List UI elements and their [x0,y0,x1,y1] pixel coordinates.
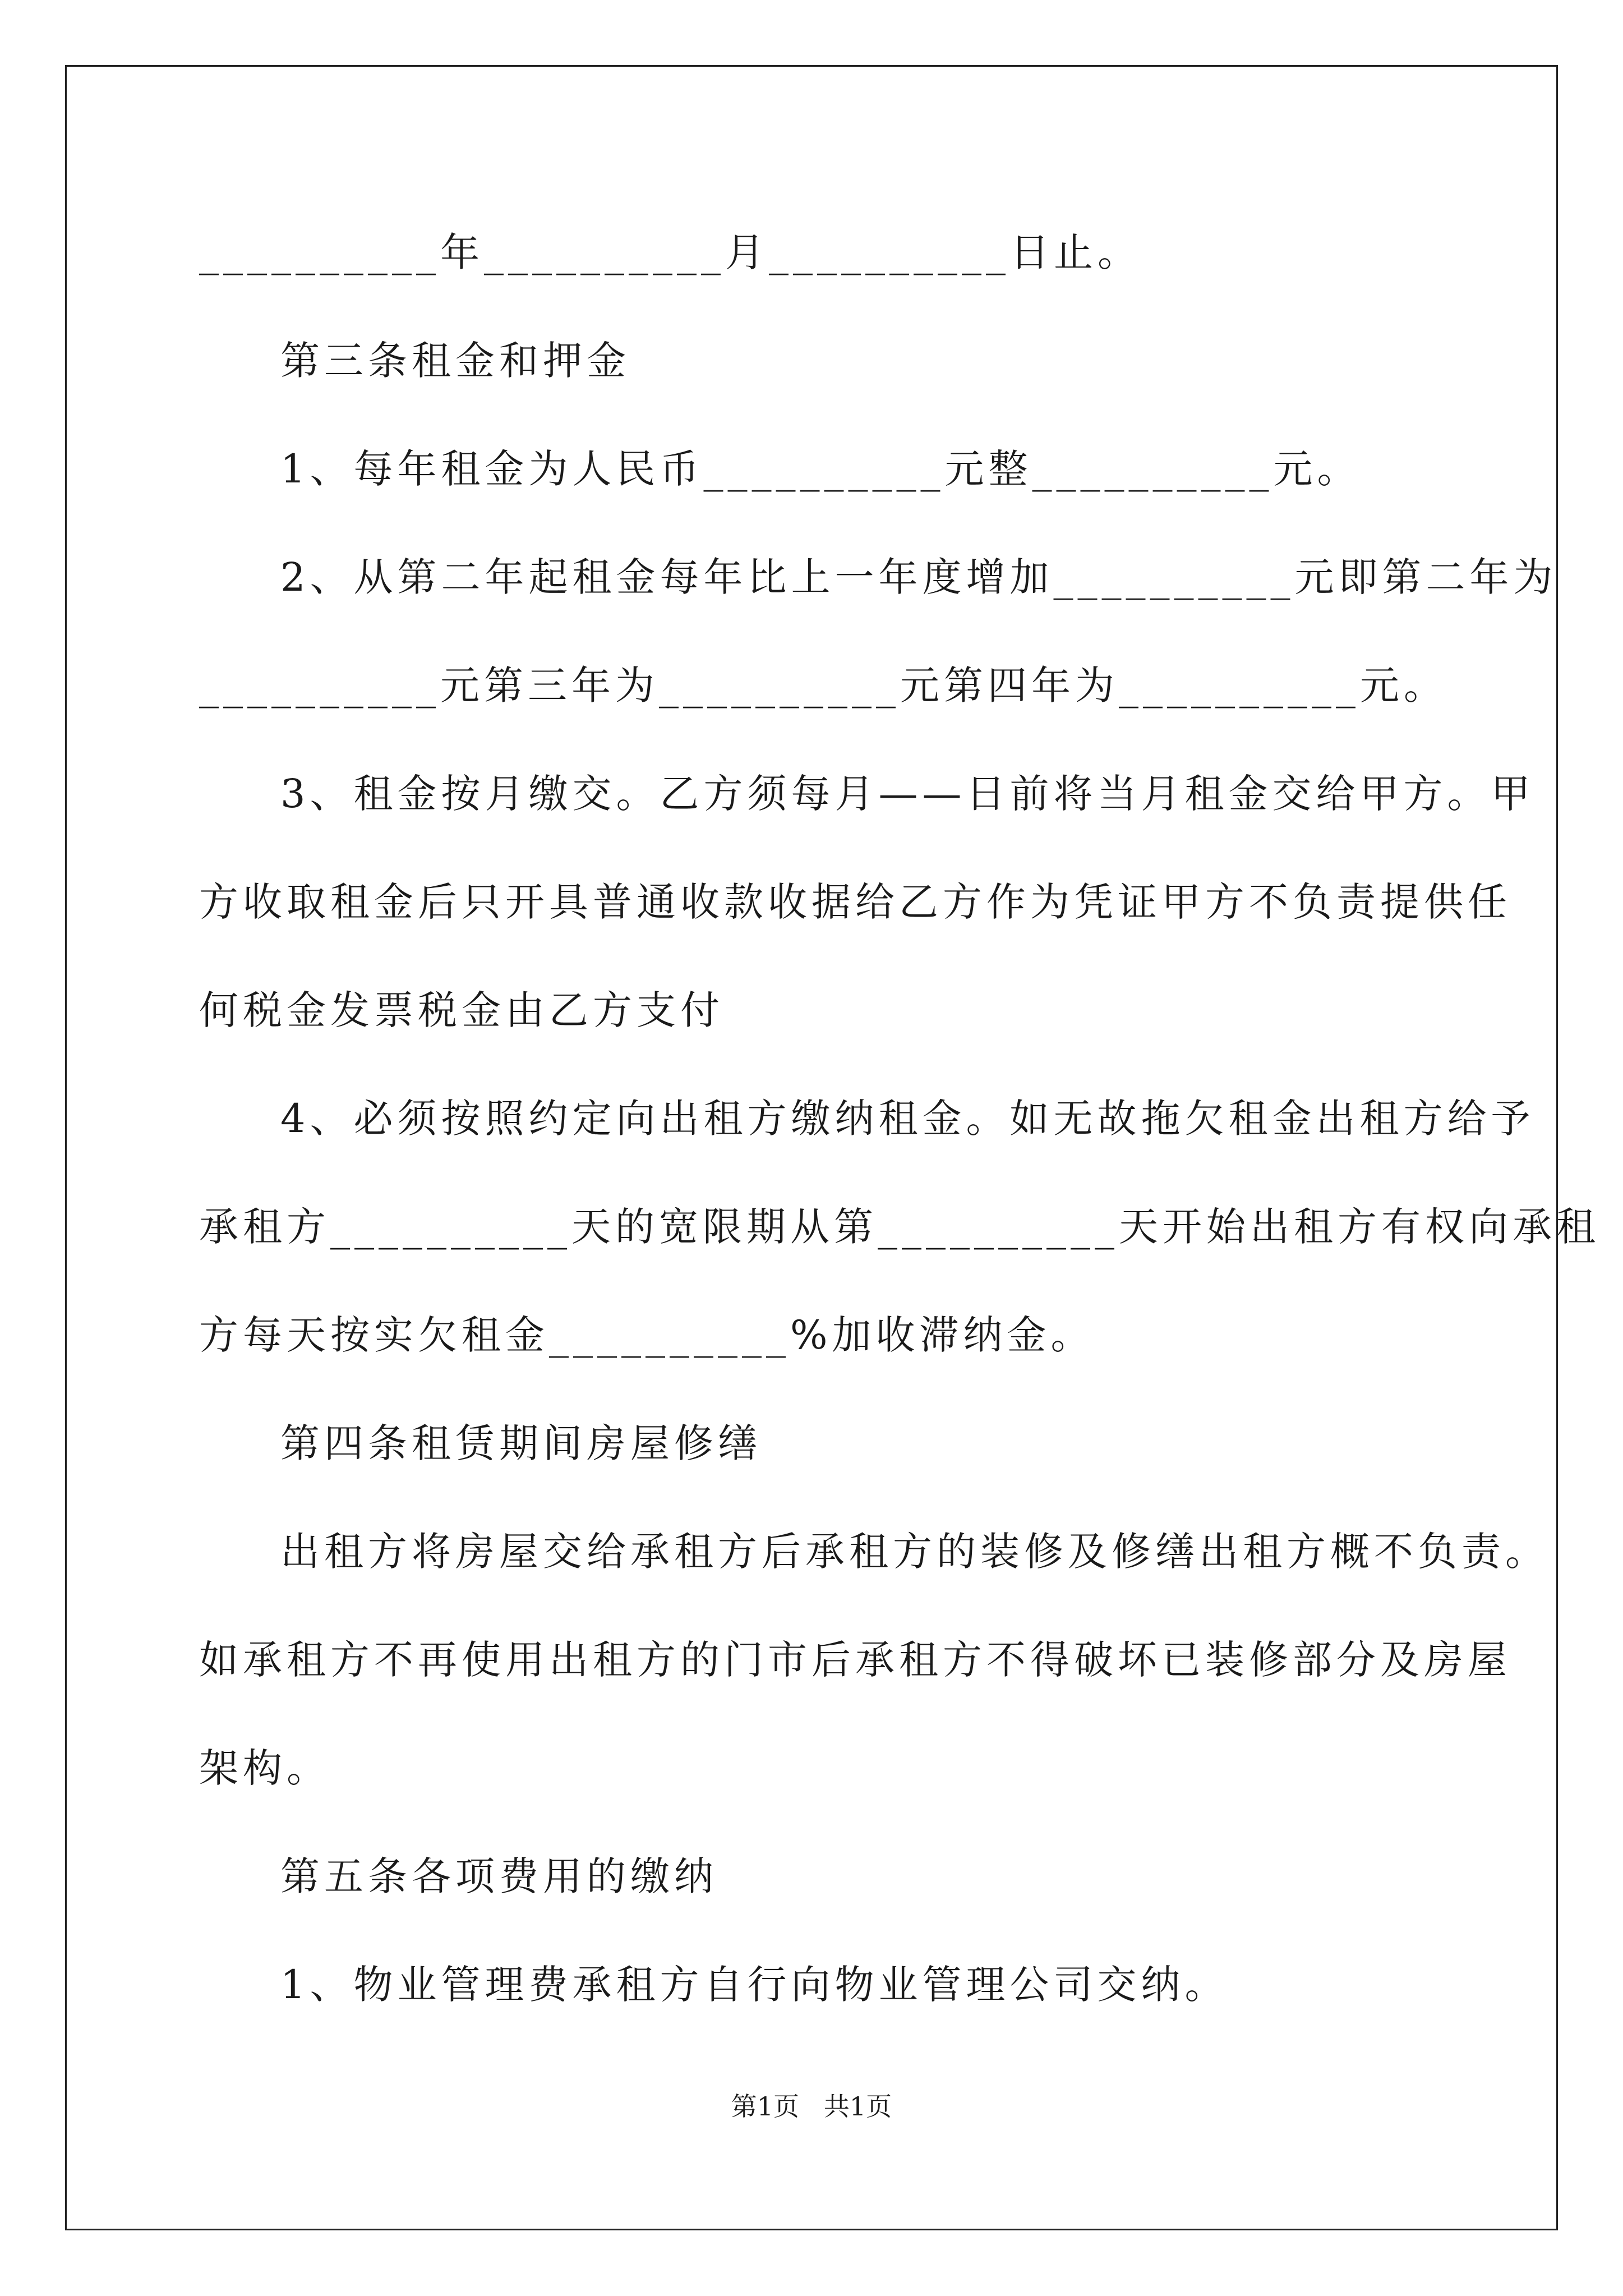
document-line: 承租方__________天的宽限期从第__________天开始出租方有权向承租 [199,1204,1600,1250]
document-line: 架构。 [199,1745,330,1791]
section-heading: 第五条各项费用的缴纳 [280,1853,718,1899]
section-heading: 第三条租金和押金 [280,338,630,384]
document-line: __________元第三年为__________元第四年为__________元。 [199,662,1447,708]
document-line: 如承租方不再使用出租方的门市后承租方不得破坏已装修部分及房屋 [199,1637,1511,1683]
document-line: 1、物业管理费承租方自行向物业管理公司交纳。 [280,1962,1229,2008]
section-heading: 第四条租赁期间房屋修缮 [280,1420,762,1466]
page-footer: 第1页 共1页 [731,2091,892,2122]
document-line: 方每天按实欠租金__________%加收滞纳金。 [199,1312,1095,1358]
document-line: 1、每年租金为人民币__________元整__________元。 [280,446,1361,492]
document-line: __________年__________月__________日止。 [199,229,1141,275]
page-border [65,65,1600,2230]
document-line: 何税金发票税金由乙方支付 [199,987,724,1033]
document-line: 方收取租金后只开具普通收款收据给乙方作为凭证甲方不负责提供任 [199,879,1511,925]
document-line: 出租方将房屋交给承租方后承租方的装修及修缮出租方概不负责。 [280,1529,1549,1575]
document-line: 4、必须按照约定向出租方缴纳租金。如无故拖欠租金出租方给予 [280,1096,1535,1142]
document-line: 3、租金按月缴交。乙方须每月——日前将当月租金交给甲方。甲 [280,771,1535,817]
document-line: 2、从第二年起租金每年比上一年度增加__________元即第二年为 [280,554,1557,600]
